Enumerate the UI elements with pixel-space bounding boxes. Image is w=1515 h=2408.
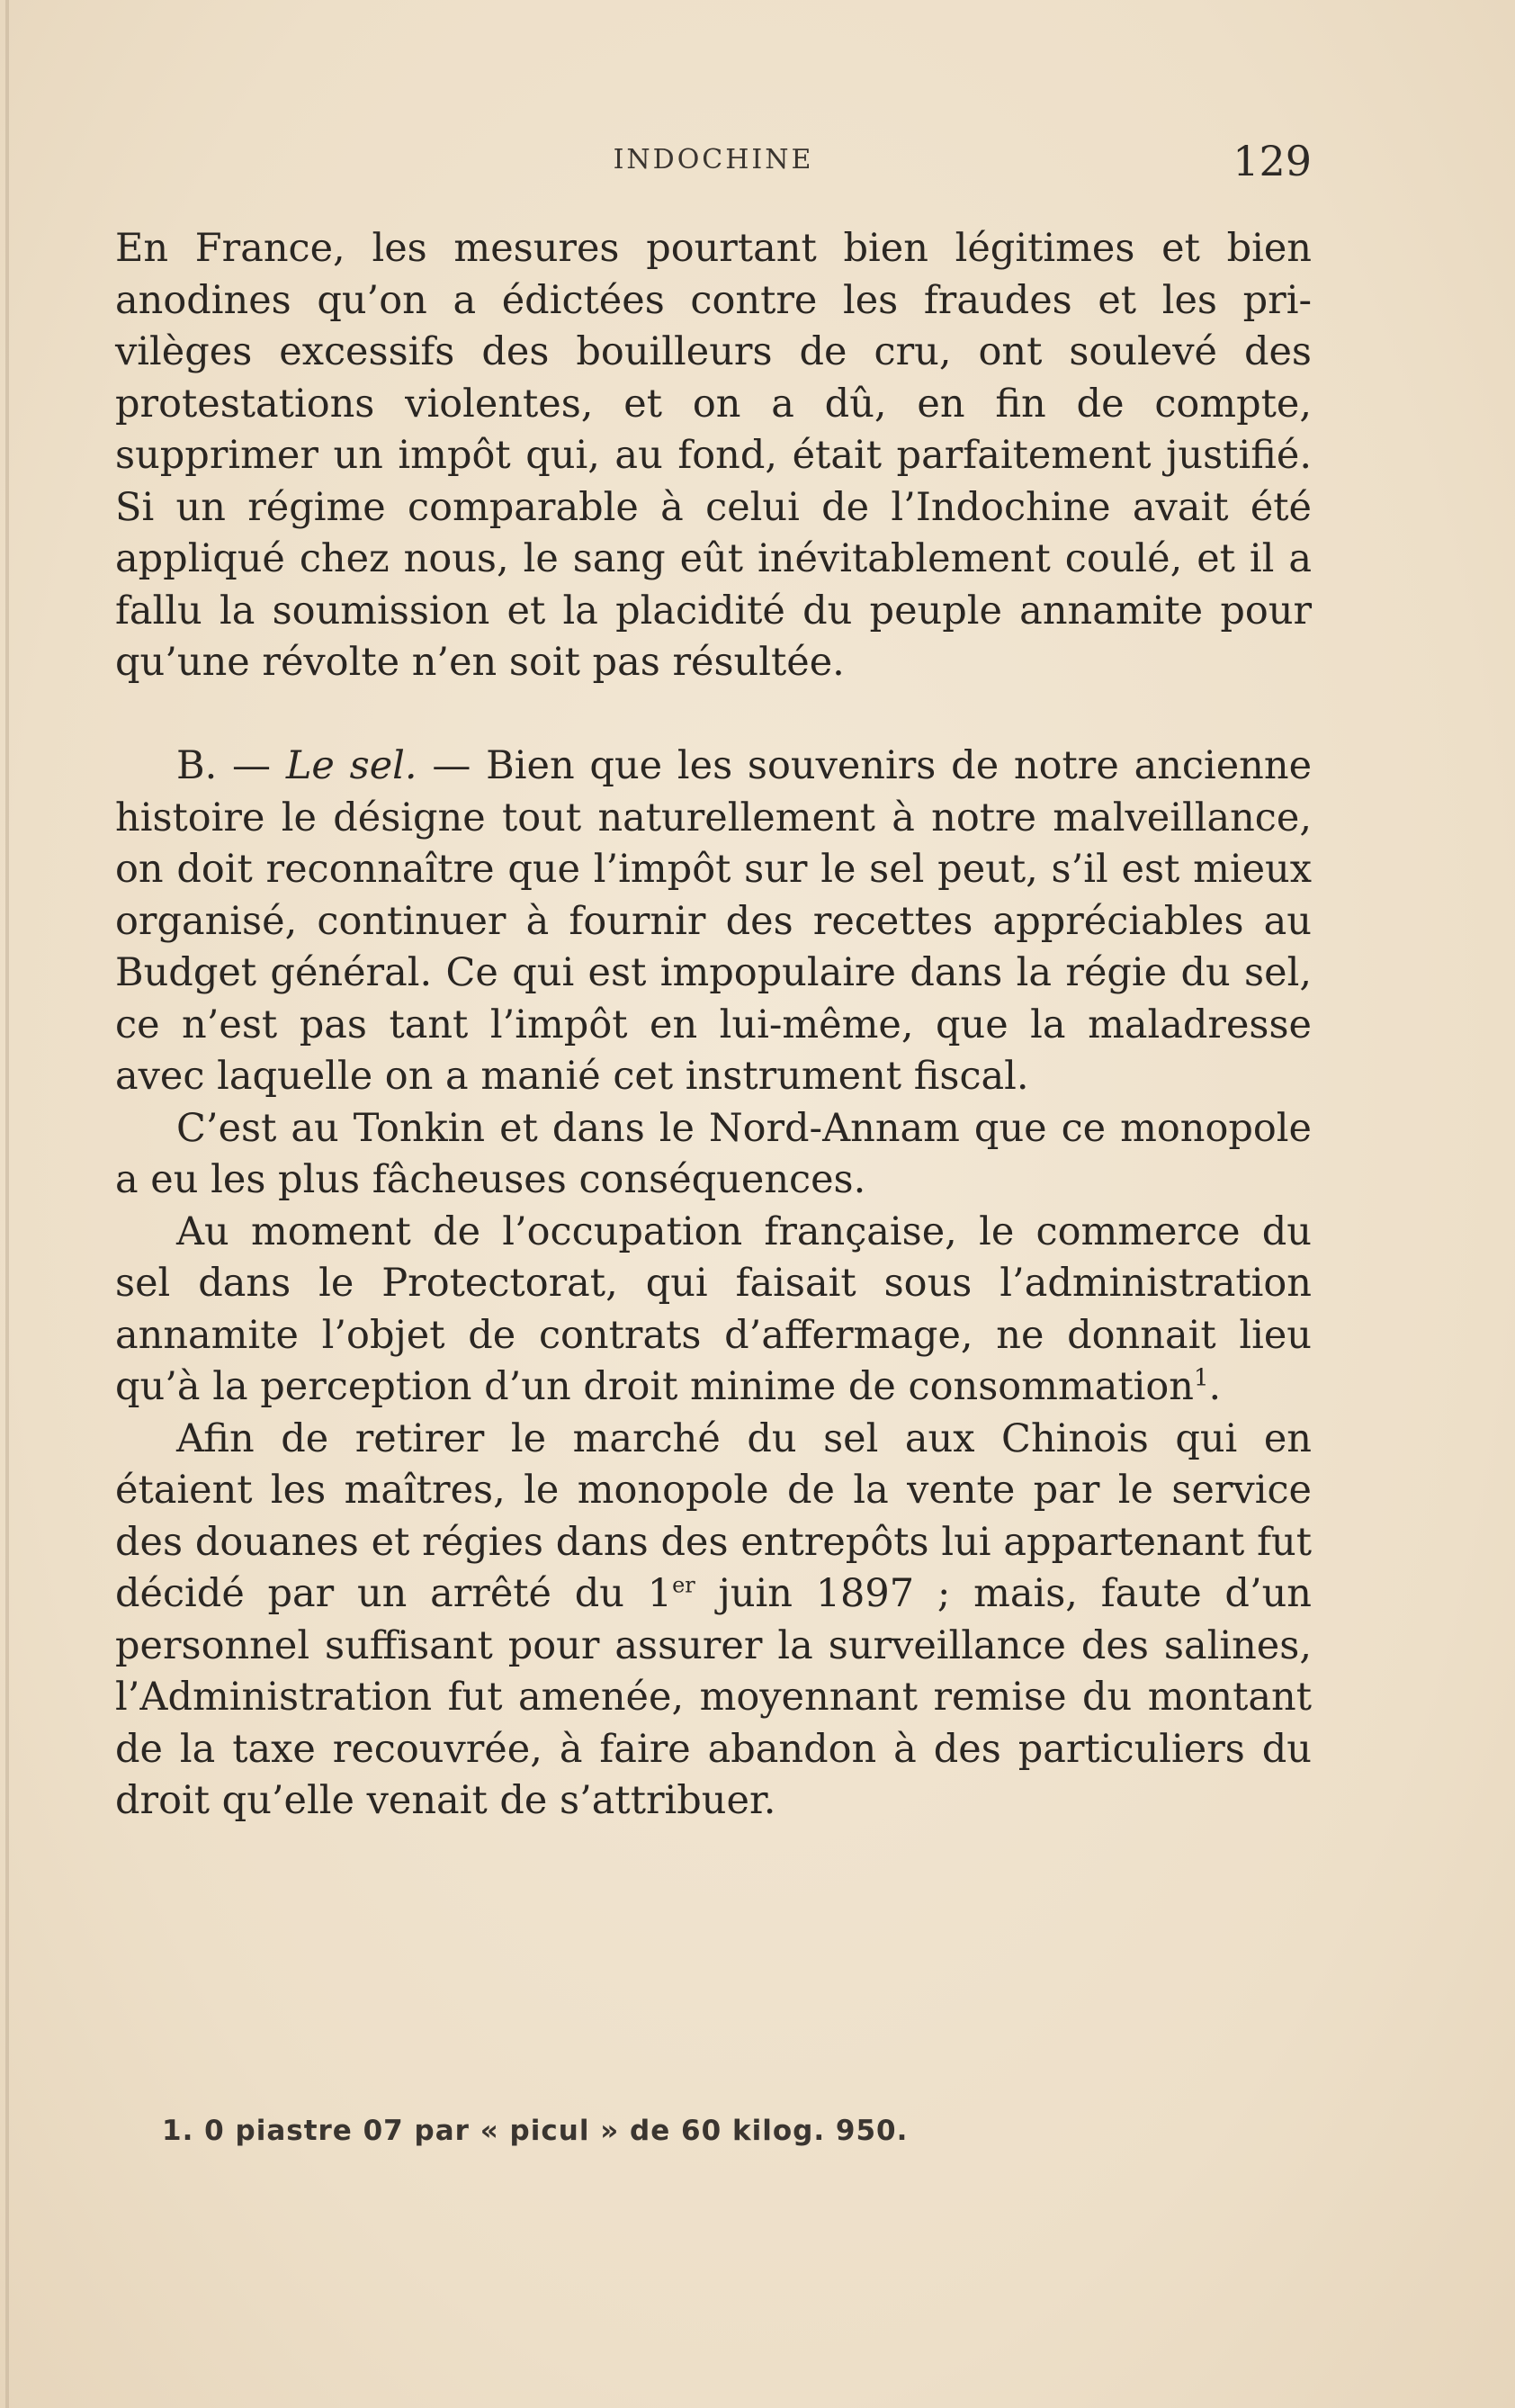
section-label: B. —	[176, 743, 286, 788]
page-edge-mark	[5, 0, 9, 2408]
paragraph-monopole	[115, 1414, 1312, 1828]
paragraph-occupation-end: .	[1208, 1364, 1222, 1409]
paragraph-monopole-text-b: juin 1897 ; mais, faute d’un personnel suffisant pour assurer la surveillance des salines, l’Administration fut amenée, moyennant remise du montant de la taxe recouvrée, à faire abandon à des particuliers du droit qu’elle venait de s’attribuer.	[115, 1571, 1312, 1823]
section-title: Le sel.	[285, 743, 417, 788]
paragraph-monopole-text-a: Afin de retirer le marché du sel aux Chinois qui en étaient les maîtres, le monopole de la vente par le service des douanes et régies dans des entrepôts lui appartenant fut décidé par un arrêté du 1	[115, 1415, 1312, 1616]
footnote-reference: 1	[1193, 1364, 1209, 1392]
footnote: 1. 0 piastre 07 par « picul » de 60 kilog. 950.	[162, 2115, 909, 2147]
ordinal-superscript: er	[672, 1572, 695, 1598]
paragraph-occupation-text: Au moment de l’occupation française, le commerce du sel dans le Protectorat, qui faisait sous l’administration annamite l’objet de contrats d’affermage, ne donnait lieu qu’à la perception d’un droit minime de consommation	[115, 1208, 1312, 1409]
paragraph-france: En France, les mesures pourtant bien légitimes et bien anodines qu’on a édictées contre les fraudes et les privilèges excessifs des bouilleurs de cru, ont soulevé des protestations violentes, et on a dû, en fin de compte, supprimer un impôt qui, au fond, était parfaitement justifié. Si un régime comparable à celui de l’Indochine avait été appliqué chez nous, le sang eût inévitablement coulé, et il a fallu la soumission et la placidité du peuple annamite pour qu’une révolte n’en soit pas résultée.	[115, 226, 1312, 685]
paragraph-tonkin: C’est au Tonkin et dans le Nord-Annam que ce monopole a eu les plus fâcheuses conséquences.	[115, 1105, 1312, 1202]
main-text	[115, 223, 1312, 1828]
page-header	[115, 137, 1312, 185]
page-number: 129	[1233, 137, 1312, 185]
paragraph-le-sel	[115, 741, 1312, 1103]
paragraph-le-sel-text: — Bien que les souvenirs de notre ancienne histoire le désigne tout naturellement à notre malveillance, on doit reconnaître que l’impôt sur le sel peut, s’il est mieux organisé, continuer à fournir des recettes appréciables au Budget général. Ce qui est impopulaire dans la régie du sel, ce n’est pas tant l’impôt en lui-même, que la maladresse avec laquelle on a manié cet instrument fiscal.	[115, 743, 1313, 1099]
paragraph-occupation	[115, 1207, 1312, 1414]
running-head: INDOCHINE	[613, 144, 814, 175]
